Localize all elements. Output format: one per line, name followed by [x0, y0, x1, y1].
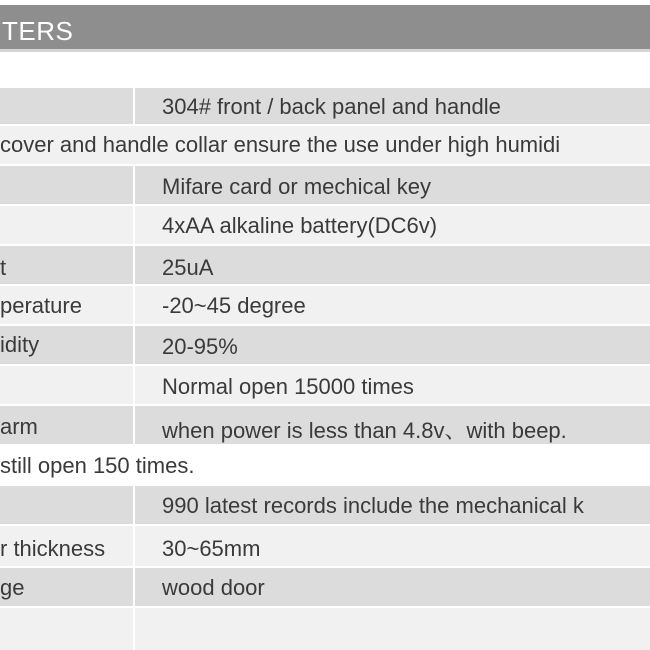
column-divider: [133, 526, 135, 566]
column-divider: [133, 486, 135, 524]
column-divider: [133, 326, 135, 364]
table-row: [0, 206, 650, 246]
row-value: 20-95%: [162, 334, 238, 359]
column-divider: [133, 286, 135, 324]
row-value: when power is less than 4.8v、with beep.: [162, 418, 567, 443]
table-row: [0, 166, 650, 206]
table-row: [0, 446, 650, 486]
column-divider: [133, 406, 135, 444]
row-value: 4xAA alkaline battery(DC6v): [162, 213, 438, 238]
table-row: [0, 126, 650, 166]
row-text: still open 150 times.: [0, 453, 195, 478]
row-label: ge: [0, 575, 25, 600]
column-divider: [133, 608, 135, 650]
row-value: 990 latest records include the mechanical k: [162, 493, 584, 518]
table-row: [0, 88, 650, 126]
table-row: [0, 326, 650, 366]
table-row: [0, 246, 650, 286]
table-row: [0, 366, 650, 406]
row-label: r thickness: [0, 536, 106, 561]
table-row: [0, 608, 650, 650]
row-text: cover and handle collar ensure the use under high humidi: [0, 132, 561, 157]
row-label: t: [0, 255, 7, 280]
row-value: Normal open 15000 times: [162, 374, 414, 399]
table-row: [0, 486, 650, 526]
table-row: [0, 526, 650, 568]
column-divider: [133, 246, 135, 284]
section-header: [0, 5, 650, 52]
table-row: [0, 406, 650, 446]
row-label: idity: [0, 332, 40, 357]
table-row: [0, 568, 650, 608]
row-value: Mifare card or mechical key: [162, 174, 431, 199]
row-value: 304# front / back panel and handle: [162, 94, 501, 119]
row-label: arm: [0, 414, 38, 439]
column-divider: [133, 206, 135, 244]
section-title: TERS: [2, 16, 74, 46]
row-value: 25uA: [162, 255, 214, 280]
column-divider: [133, 568, 135, 606]
row-value: 30~65mm: [162, 536, 261, 561]
column-divider: [133, 88, 135, 124]
row-value: -20~45 degree: [162, 293, 306, 318]
row-label: perature: [0, 293, 82, 318]
column-divider: [133, 166, 135, 204]
row-value: wood door: [162, 575, 265, 600]
table-row: [0, 286, 650, 326]
column-divider: [133, 366, 135, 404]
